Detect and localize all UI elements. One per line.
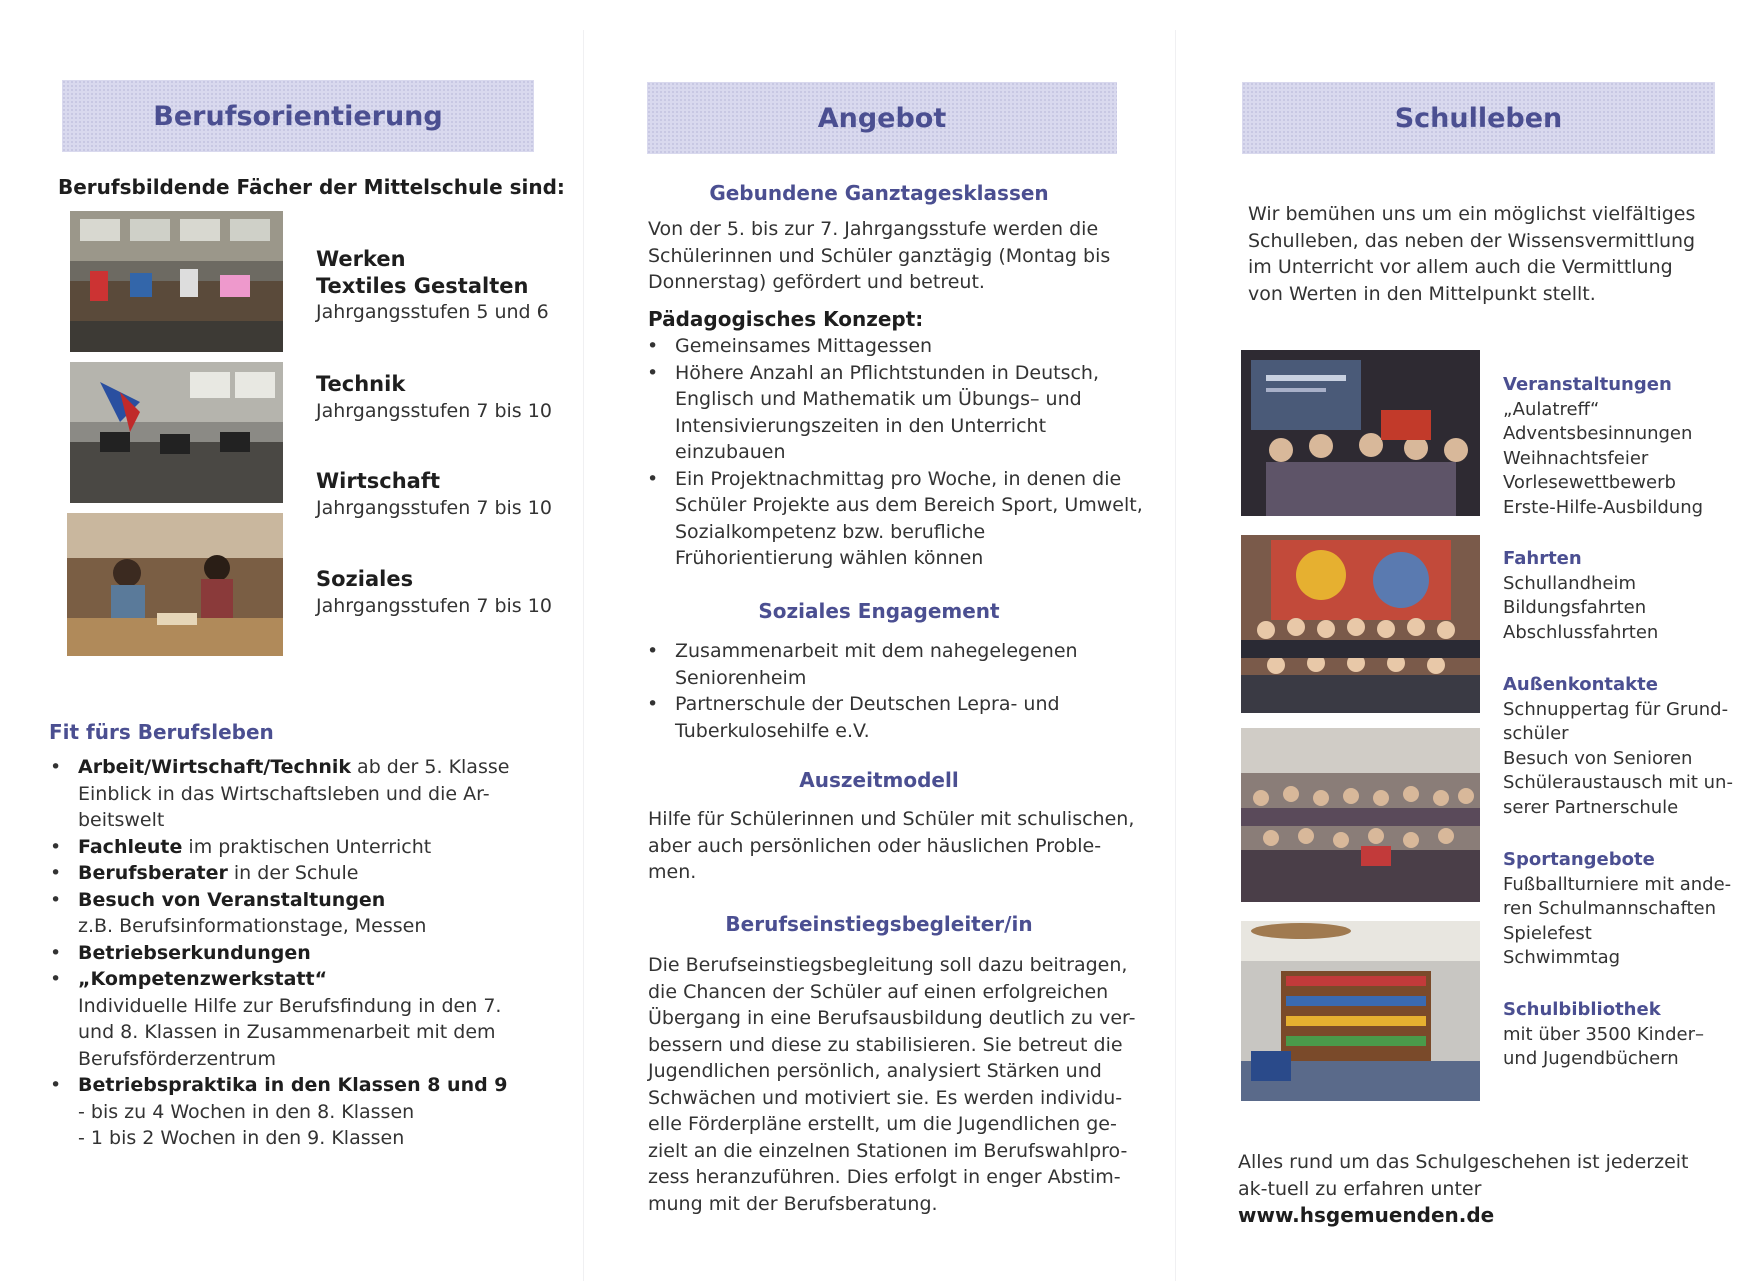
block-item: Vorlesewettbewerb bbox=[1503, 472, 1676, 493]
block-title: Veranstaltungen bbox=[1503, 374, 1672, 395]
item-text: ab der 5. Klasse Einblick in das Wirtschaftsleben und die Ar-beitswelt bbox=[78, 756, 510, 831]
item-text: in der Schule bbox=[227, 862, 359, 884]
photo-schulbibliothek bbox=[1241, 921, 1480, 1101]
schulleben-intro: Wir bemühen uns um ein möglichst vielfältiges Schulleben, das neben der Wissensvermittlung im Unterricht vor allem auch die Vermittlung von Werten in den Mittelpunkt stellt. bbox=[1248, 203, 1696, 305]
panel-angebot bbox=[583, 0, 1175, 1281]
concept-list bbox=[645, 333, 1145, 572]
item-subtext: Individuelle Hilfe zur Berufsfindung in den 7. und 8. Klassen in Zusammenarbeit mit dem Berufsförderzentrum bbox=[78, 994, 502, 1070]
panel-header bbox=[62, 80, 534, 152]
block-item: Schullandheim bbox=[1503, 572, 1637, 594]
berufseinstieg-text: Die Berufseinstiegsbegleitung soll dazu beitragen, die Chancen der Schüler auf einen erfolgreichen Übergang in eine Berufsausbildung deutlich zu ver-bessern und diese zu stabilisieren. Sie betreut die Jugendlichen persönlich, analysiert Stärken und Schwächen und motiviert sie. Es werden individu-elle Förderpläne erstellt, um die Jugendlichen ge-zielt an die einzelnen Stationen im Berufswahlpro-zess heranzuführen. Dies erfolgt in enger Abstim-mung mit der Berufsberatung. bbox=[648, 954, 1136, 1215]
panel-header bbox=[1242, 82, 1715, 154]
list-item bbox=[48, 887, 528, 940]
list-item bbox=[48, 940, 528, 967]
block-item: „Aulatreff“ bbox=[1503, 398, 1600, 420]
list-item bbox=[48, 834, 528, 861]
block-fahrten bbox=[1503, 547, 1743, 645]
list-item bbox=[48, 860, 528, 887]
fit-list bbox=[48, 754, 528, 1152]
block-item: Schwimmtag bbox=[1503, 947, 1621, 968]
list-item bbox=[48, 754, 528, 834]
sozial-list bbox=[645, 638, 1125, 744]
photo-wirtschaft-soziales bbox=[67, 513, 283, 656]
block-item: Weihnachtsfeier bbox=[1503, 447, 1649, 469]
item-bold: Fachleute bbox=[78, 835, 183, 858]
header-title: Berufsorientierung bbox=[153, 100, 443, 132]
list-item: • Partnerschule der Deutschen Lepra- und Tuberkulosehilfe e.V. bbox=[645, 691, 1125, 744]
subject-wirtschaft bbox=[316, 468, 576, 521]
subjects-intro: Berufsbildende Fächer der Mittelschule sind: bbox=[58, 175, 565, 199]
subject-name: Textiles Gestalten bbox=[316, 273, 529, 298]
block-item: ren Schulmannschaften bbox=[1503, 898, 1717, 919]
section-title-auszeit: Auszeitmodell bbox=[799, 768, 959, 792]
section-title-ganztag: Gebundene Ganztagesklassen bbox=[709, 181, 1049, 205]
header-title: Angebot bbox=[817, 102, 947, 134]
header-title: Schulleben bbox=[1394, 102, 1563, 134]
subject-grades: Jahrgangsstufen 7 bis 10 bbox=[316, 496, 552, 519]
item-bold: „Kompetenzwerkstatt“ bbox=[78, 968, 328, 990]
block-item: Abschlussfahrten bbox=[1503, 621, 1659, 643]
ganztag-text: Von der 5. bis zur 7. Jahrgangsstufe werden die Schülerinnen und Schüler ganztägig (Montag bis Donnerstag) gefördert und betreut. bbox=[648, 218, 1111, 293]
list-item bbox=[48, 966, 528, 1072]
block-item: Bildungsfahrten bbox=[1503, 597, 1647, 618]
block-title: Sportangebote bbox=[1503, 849, 1655, 870]
footer-text bbox=[1238, 1149, 1723, 1230]
subject-grades: Jahrgangsstufen 7 bis 10 bbox=[316, 399, 552, 422]
subject-grades: Jahrgangsstufen 5 und 6 bbox=[316, 301, 549, 323]
block-schulbibliothek bbox=[1503, 998, 1753, 1072]
photo-veranstaltung bbox=[1241, 350, 1480, 516]
block-title: Schulbibliothek bbox=[1503, 999, 1661, 1020]
block-item: Schüleraustausch mit un- bbox=[1503, 772, 1733, 793]
list-item: • Ein Projektnachmittag pro Woche, in denen die Schüler Projekte aus dem Bereich Sport, Umwelt, Sozialkompetenz bzw. berufliche Frühorientierung wählen können bbox=[645, 466, 1145, 572]
block-item: mit über 3500 Kinder– bbox=[1503, 1023, 1704, 1045]
panel-schulleben bbox=[1175, 0, 1759, 1281]
subject-soziales bbox=[316, 566, 576, 619]
block-item: schüler bbox=[1503, 723, 1569, 744]
subject-grades: Jahrgangsstufen 7 bis 10 bbox=[316, 594, 552, 617]
subject-werken bbox=[316, 246, 576, 326]
block-item: serer Partnerschule bbox=[1503, 796, 1679, 818]
block-item: Schnuppertag für Grund- bbox=[1503, 698, 1729, 720]
item-subtext: - bis zu 4 Wochen in den 8. Klassen bbox=[78, 1100, 415, 1123]
block-item: Fußballturniere mit ande- bbox=[1503, 873, 1732, 895]
section-title-sozial: Soziales Engagement bbox=[758, 599, 1000, 623]
block-title: Außenkontakte bbox=[1503, 674, 1658, 695]
list-item: • Zusammenarbeit mit dem nahegelegenen Seniorenheim bbox=[645, 638, 1125, 691]
list-item bbox=[48, 1072, 528, 1152]
photo-fahrten bbox=[1241, 535, 1480, 713]
block-item: Adventsbesinnungen bbox=[1503, 423, 1693, 444]
photo-werkraum bbox=[70, 211, 283, 352]
item-bold: Betriebspraktika in den Klassen 8 und 9 bbox=[78, 1074, 508, 1096]
item-bold: Arbeit/Wirtschaft/Technik bbox=[78, 756, 352, 778]
block-item: Spielefest bbox=[1503, 922, 1592, 944]
item-subtext: - 1 bis 2 Wochen in den 9. Klassen bbox=[78, 1127, 405, 1149]
list-item: • Gemeinsames Mittagessen bbox=[645, 333, 1145, 360]
subject-name: Soziales bbox=[316, 567, 414, 591]
panel-header bbox=[647, 82, 1117, 154]
subject-name: Technik bbox=[316, 372, 406, 396]
subject-name: Werken bbox=[316, 247, 406, 271]
item-bold: Besuch von Veranstaltungen bbox=[78, 888, 386, 911]
item-text: im praktischen Unterricht bbox=[182, 835, 432, 858]
block-item: Erste-Hilfe-Ausbildung bbox=[1503, 496, 1704, 518]
subject-technik bbox=[316, 371, 576, 424]
website-link[interactable]: www.hsgemuenden.de bbox=[1238, 1203, 1495, 1227]
concept-label: Pädagogisches Konzept: bbox=[648, 307, 924, 331]
subject-name: Wirtschaft bbox=[316, 469, 441, 493]
block-item: und Jugendbüchern bbox=[1503, 1048, 1679, 1069]
item-bold: Berufsberater bbox=[78, 862, 228, 884]
fit-title: Fit fürs Berufsleben bbox=[49, 720, 274, 744]
block-item: Besuch von Senioren bbox=[1503, 747, 1693, 769]
block-sportangebote bbox=[1503, 848, 1753, 971]
block-aussenkontakte bbox=[1503, 673, 1753, 820]
block-title: Fahrten bbox=[1503, 548, 1582, 569]
photo-aussenkontakte bbox=[1241, 728, 1480, 902]
block-veranstaltungen bbox=[1503, 373, 1743, 520]
footer-sentence: Alles rund um das Schulgeschehen ist jederzeit ak-tuell zu erfahren unter bbox=[1238, 1151, 1689, 1200]
item-subtext: z.B. Berufsinformationstage, Messen bbox=[78, 915, 427, 937]
list-item: • Höhere Anzahl an Pflichtstunden in Deutsch, Englisch und Mathematik um Übungs– und Intensivierungszeiten in den Unterricht einzubauen bbox=[645, 360, 1145, 466]
auszeit-text: Hilfe für Schülerinnen und Schüler mit schulischen, aber auch persönlichen oder häuslichen Proble-men. bbox=[648, 808, 1135, 883]
photo-technikraum bbox=[70, 362, 283, 503]
panel-berufsorientierung bbox=[0, 0, 583, 1281]
item-bold: Betriebserkundungen bbox=[78, 941, 311, 964]
section-title-berufseinstieg: Berufseinstiegsbegleiter/in bbox=[725, 912, 1033, 936]
